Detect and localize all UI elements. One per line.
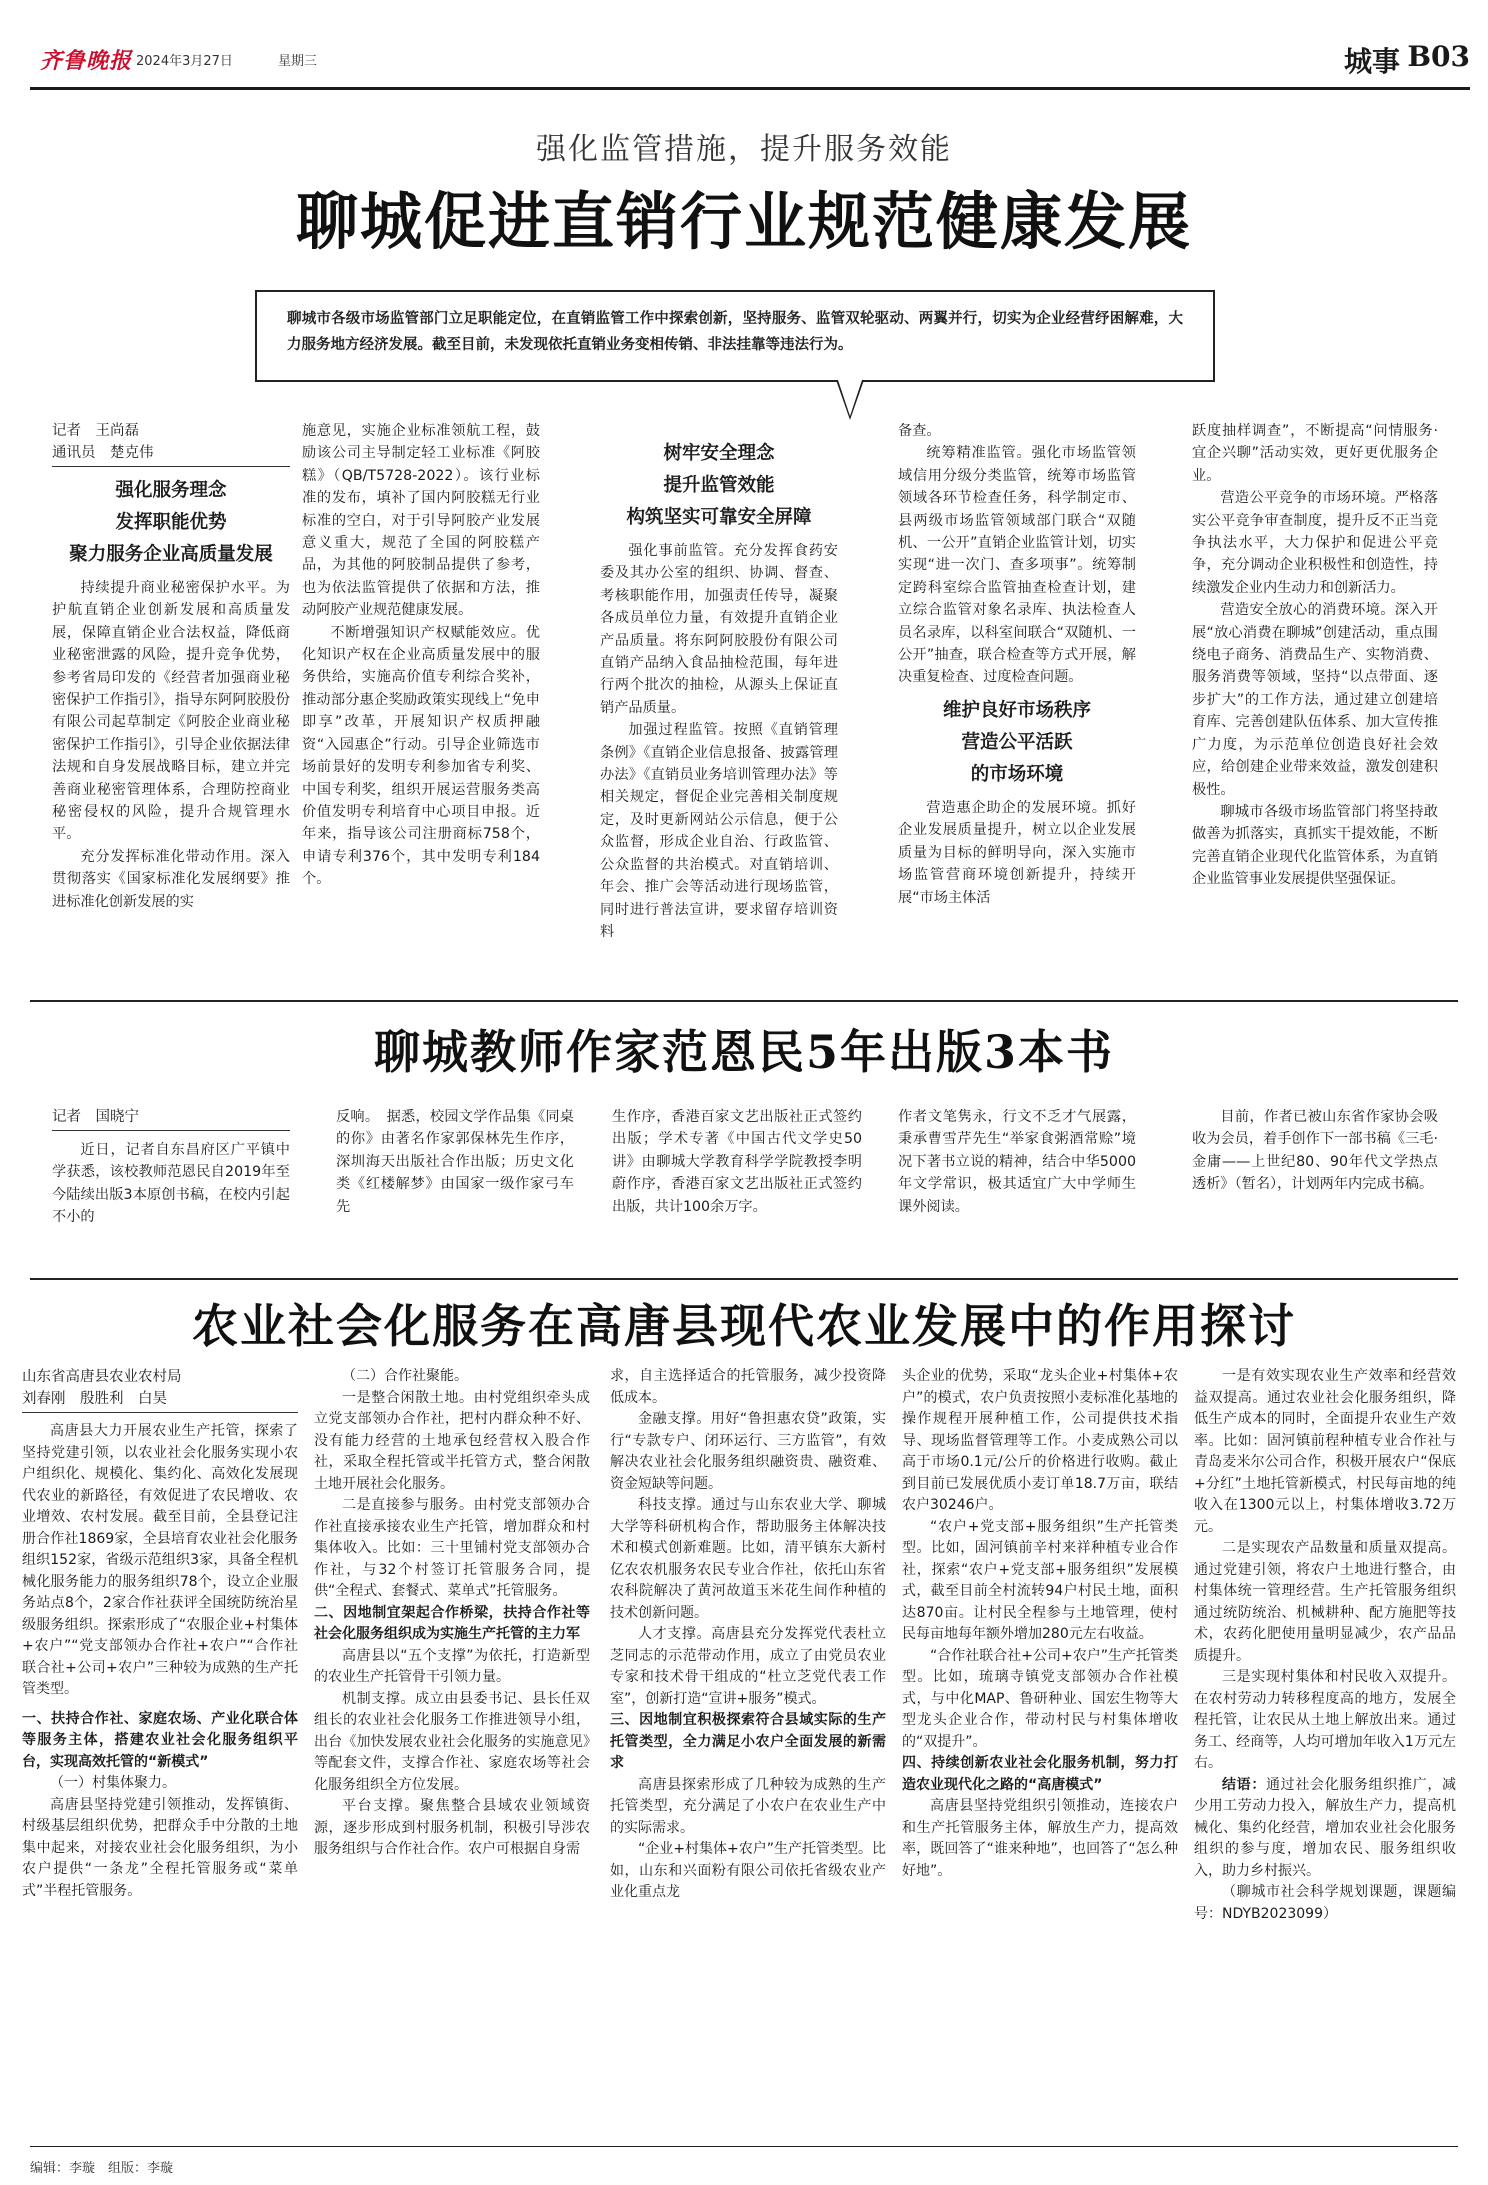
article1-byline xyxy=(52,420,290,467)
project-note: （聊城市社会科学规划课题，课题编号：NDYB2023099） xyxy=(1194,1884,1456,1922)
paragraph: 金融支撑。用好“鲁担惠农贷”政策，实行“专款专户、闭环运行、三方监管”，有效解决农业社会化服务组织融资贵、融资难、资金短缺等问题。 xyxy=(610,1411,886,1492)
article2-column-1 xyxy=(52,1106,290,1229)
paragraph: 机制支撑。成立由县委书记、县长任双组长的农业社会化服务工作推进领导小组，出台《加快发展农业社会化服务的实施意见》等配套文件，支撑合作社、家庭农场等社会化服务组织全方位发展。 xyxy=(314,1690,590,1793)
article1-column-3 xyxy=(600,432,838,943)
article1-column-2 xyxy=(302,420,540,891)
newspaper-logo: 齐鲁晚报 xyxy=(40,48,133,74)
paragraph: 高唐县大力开展农业生产托管，探索了坚持党建引领，以农业社会化服务实现小农户组织化、规模化、集约化、高效化发展现代农业的新路径，有效促进了农民增收、农业增效、农村发展。截至目前，全县登记注册合作社1869家，全县培育农业社会化服务组织152家，省级示范组织3家，具备全程机械化服务能力的服务组织78个，设立企业服务站点8个，2家合作社获评全国统防统治星级服务组织。探索形成了“农服企业+村集体+农户”“党支部领办合作社+农户”“合作社联合社+公司+农户”三种较为成熟的生产托管类型。 xyxy=(22,1423,298,1697)
issue-date: 2024年3月27日 xyxy=(136,54,233,69)
paragraph: “合作社联合社+公司+农户”生产托管类型。比如，琉璃寺镇党支部领办合作社模式，与中化MAP、鲁研种业、国宏生物等大型龙头企业合作，带动村民与村集体增收的“双提升”。 xyxy=(902,1647,1178,1750)
page-number: B03 xyxy=(1407,40,1470,73)
paragraph: 跃度抽样调查”，不断提高“问情服务·宜企兴聊”活动实效，更好更优服务企业。 xyxy=(1192,423,1438,484)
paragraph: 高唐县探索形成了几种较为成熟的生产托管类型，充分满足了小农户在农业生产中的实际需求。 xyxy=(610,1776,886,1836)
article1-lead: 聊城市各级市场监管部门立足职能定位，在直销监管工作中探索创新，坚持服务、监管双轮驱动、两翼并行，切实为企业经营纾困解难，大力服务地方经济发展。截至目前，未发现依托直销业务变相传销、非法挂靠等违法行为。 xyxy=(255,290,1215,382)
article3-column-3 xyxy=(610,1366,886,1904)
article1-subhead-1: 强化服务理念 发挥职能优势 聚力服务企业高质量发展 xyxy=(69,480,273,565)
article1-kicker: 强化监管措施，提升服务效能 xyxy=(536,132,952,167)
article1-subhead-3: 维护良好市场秩序 营造公平活跃 的市场环境 xyxy=(942,699,1091,785)
paragraph: 人才支撑。高唐县充分发挥党代表杜立芝同志的示范带动作用，成立了由党员农业专家和技术骨干组成的“杜立芝党代表工作室”，创新打造“宣讲+服务”模式。 xyxy=(610,1626,886,1707)
paragraph: 加强过程监管。按照《直销管理条例》《直销企业信息报备、披露管理办法》《直销员业务培训管理办法》等相关规定，督促企业完善相关制度规定，及时更新网站公示信息，便于公众监督，形成企业自治、行政监管、公众监督的共治模式。对直销培训、年会、推广会等活动进行现场监管，同时进行普法宣讲，要求留存培训资料 xyxy=(600,722,838,940)
article3-section-heading-3: 三、因地制宜积极探索符合县域实际的生产托管类型，全力满足小农户全面发展的新需求 xyxy=(610,1712,886,1771)
paragraph: （二）合作社聚能。 xyxy=(342,1368,468,1384)
paragraph: 高唐县坚持党建引领推动，发挥镇街、村级基层组织优势，把群众手中分散的土地集中起来，对接农业社会化服务组织，为小农户提供“一条龙”全程托管服务或“菜单式”半程托管服务。 xyxy=(22,1796,298,1899)
paragraph: 二是直接参与服务。由村党支部领办合作社直接承接农业生产托管，增加群众和村集体收入。比如：三十里铺村党支部领办合作社，与32个村签订托管服务合同，提供“全程式、套餐式、菜单式”托管服务。 xyxy=(314,1497,590,1599)
paragraph: 目前，作者已被山东省作家协会吸收为会员，着手创作下一部书稿《三毛·金庸——上世纪80、90年代文学热点透析》（暂名），计划两年内完成书稿。 xyxy=(1192,1109,1438,1193)
issue-weekday: 星期三 xyxy=(278,54,318,69)
paragraph: 一是整合闲散土地。由村党组织牵头成立党支部领办合作社，把村内群众种不好、没有能力经营的土地承包经营权入股合作社，采取全程托管或半托管方式，整合闲散土地开展社会化服务。 xyxy=(314,1389,590,1492)
article3-section-heading-1: 一、扶持合作社、家庭农场、产业化联合体等服务主体，搭建农业社会化服务组织平台，实现高效托管的“新模式” xyxy=(22,1710,298,1770)
paragraph: “企业+村集体+农户”生产托管类型。比如，山东和兴面粉有限公司依托省级农业产业化重点龙 xyxy=(610,1841,886,1900)
masthead-rule xyxy=(30,87,1470,90)
article3-column-5 xyxy=(1194,1366,1456,1925)
paragraph: 求，自主选择适合的托管服务，减少投资降低成本。 xyxy=(610,1368,886,1406)
paragraph: （一）村集体聚力。 xyxy=(50,1775,176,1791)
paragraph: 强化事前监管。充分发挥食药安委及其办公室的组织、协调、督查、考核职能作用，加强责任传导，凝聚各成员单位力量，有效提升直销企业产品质量。将东阿阿胶股份有限公司直销产品纳入食品抽检范围，每年进行两个批次的抽检，从源头上保证直销产品质量。 xyxy=(600,543,838,716)
article3-section-heading-2: 二、因地制宜架起合作桥梁，扶持合作社等社会化服务组织成为实施生产托管的主力军 xyxy=(314,1604,590,1642)
article2-column-5 xyxy=(1192,1106,1438,1196)
paragraph: 科技支撑。通过与山东农业大学、聊城大学等科研机构合作，帮助服务主体解决技术和模式创新难题。比如，清平镇东大新村亿农农机服务农民专业合作社，依托山东省农科院解决了黄河故道玉米花生间作种植的技术创新问题。 xyxy=(610,1497,886,1621)
paragraph: 备查。 xyxy=(898,423,941,439)
paragraph: 头企业的优势，采取“龙头企业+村集体+农户”的模式，农户负责按照小麦标准化基地的操作规程开展种植工作，公司提供技术指导、现场监督管理等工作。小麦成熟公司以高于市场0.1元/公斤的价格进行收购。截止到目前已发展优质小麦订单18.7万亩，联结农户30246户。 xyxy=(902,1368,1178,1513)
article3-section-heading-4: 四、持续创新农业社会化服务机制，努力打造农业现代化之路的“高唐模式” xyxy=(902,1755,1178,1793)
article3-byline-authors: 刘春刚 殷胜利 白昊 xyxy=(22,1388,298,1413)
section-name: 城事 xyxy=(1343,45,1400,78)
article2-byline: 记者 国晓宁 xyxy=(52,1106,290,1131)
article3-column-4 xyxy=(902,1366,1178,1882)
paragraph: 营造安全放心的消费环境。深入开展“放心消费在聊城”创建活动，重点围绕电子商务、消费品生产、实物消费、服务消费等领域，坚持“以点带面、逐步扩大”的工作方法，通过建立创建培育库、完善创建队伍体系、加大宣传推广力度，为示范单位创造良好社会效应，给创建企业带来效益，激发创建积极性。 xyxy=(1192,602,1438,798)
paragraph: 作者文笔隽永，行文不乏才气展露，秉承曹雪芹先生“举家食粥酒常赊”境况下著书立说的精神，结合中华5000年文学常识，极其适宜广大中学师生课外阅读。 xyxy=(898,1109,1136,1215)
paragraph: 聊城市各级市场监管部门将坚持敢做善为抓落实，真抓实干提效能，不断完善直销企业现代化监管体系，为直销企业监管事业发展提供坚强保证。 xyxy=(1192,803,1438,888)
section-divider xyxy=(30,1278,1458,1280)
article2-column-2 xyxy=(336,1106,574,1218)
paragraph: 反响。 据悉，校园文学作品集《同桌的你》由著名作家郭保林先生作序，深圳海天出版社合作出版；历史文化类《红楼解梦》由国家一级作家弓车先 xyxy=(336,1109,574,1215)
paragraph: 三是实现村集体和村民收入双提升。在农村劳动力转移程度高的地方，发展全程托管，让农民从土地上解放出来。通过务工、经商等，人均可增加年收入1万元左右。 xyxy=(1194,1669,1456,1771)
paragraph: 持续提升商业秘密保护水平。为护航直销企业创新发展和高质量发展，保障直销企业合法权益，降低商业秘密泄露的风险，提升竞争优势，参考省局印发的《经营者加强商业秘密保护工作指引》，指导东阿阿胶股份有限公司起草制定《阿胶企业商业秘密保护工作指引》，引导企业依据法律法规和自身发展战略目标，建立并完善商业秘密管理体系，合理防控商业秘密侵权的风险，提升合规管理水平。 xyxy=(52,580,290,843)
article2-column-4 xyxy=(898,1106,1136,1218)
article1-headline: 聊城促进直销行业规范健康发展 xyxy=(295,185,1192,258)
paragraph: 高唐县以“五个支撑”为依托，打造新型的农业生产托管骨干引领力量。 xyxy=(314,1647,590,1685)
article2-headline: 聊城教师作家范恩民5年出版3本书 xyxy=(373,1025,1114,1079)
byline-reporter: 记者 王尚磊 xyxy=(52,423,139,439)
section-divider xyxy=(30,1000,1458,1002)
paragraph: 平台支撑。聚焦整合县域农业领域资源，逐步形成到村服务机制，积极引导涉农服务组织与合作社合作。农户可根据自身需 xyxy=(314,1798,590,1857)
editor-credit: 编辑：李璇 组版：李璇 xyxy=(30,2161,174,2176)
conclusion-paragraph: 结语：通过社会化服务组织推广，减少用工劳动力投入，解放生产力，提高机械化、集约化经营，增加农业社会化服务组织的参与度，增加农民、服务组织收入，助力乡村振兴。 xyxy=(1194,1776,1456,1879)
article1-column-1 xyxy=(52,420,290,913)
article2-column-3 xyxy=(612,1106,862,1218)
article3-column-1 xyxy=(22,1366,298,1902)
paragraph: 二是实现农产品数量和质量双提高。通过党建引领，将农户土地进行整合，由村集体统一管理经营。生产托管服务组织通过统防统治、机械耕种、配方施肥等技术，农药化肥使用量明显减少，农产品品质提升。 xyxy=(1194,1540,1456,1664)
article1-column-4 xyxy=(898,420,1136,909)
paragraph: 高唐县坚持党组织引领推动，连接农户和生产托管服务主体，解放生产力，提高效率，既回答了“谁来种地”，也回答了“怎么种好地”。 xyxy=(902,1798,1178,1879)
paragraph: 不断增强知识产权赋能效应。优化知识产权在企业高质量发展中的服务供给，实施高价值专利综合奖补，推动部分惠企奖励政策实现线上“免申即享”改革，开展知识产权质押融资“入园惠企”行动。引导企业筛选市场前景好的发明专利参加省专利奖、中国专利奖，组织开展运营服务类高价值发明专利培育中心项目申报。近年来，指导该公司注册商标758个，申请专利376个，其中发明专利184个。 xyxy=(302,624,540,888)
paragraph: 一是有效实现农业生产效率和经营效益双提高。通过农业社会化服务组织，降低生产成本的同时，全面提升农业生产效率。比如：固河镇前程种植专业合作社与青岛麦米尔公司合作，积极开展农户“保底+分红”土地托管新模式，村民每亩地的纯收入在1300元以上，村集体增收3.72万元。 xyxy=(1194,1368,1456,1535)
paragraph: 施意见，实施企业标准领航工程，鼓励该公司主导制定轻工业标准《阿胶糕》（QB/T5728-2022）。该行业标准的发布，填补了国内阿胶糕无行业标准的空白，对于引导阿胶产业发展意义重大，规范了全国的阿胶糕产品，为其他的阿胶制品提供了参考，也为依法监管提供了依据和方法，推动阿胶产业规范健康发展。 xyxy=(302,423,540,619)
paragraph: “农户+党支部+服务组织”生产托管类型。比如，固河镇前辛村来祥种植专业合作社，探索“农户+党支部+服务组织”发展模式，截至目前全村流转94户村民土地，面积达870亩。让村民全程参与土地管理，使村民每亩地每年额外增加280元左右收益。 xyxy=(902,1518,1178,1642)
article3-headline: 农业社会化服务在高唐县现代农业发展中的作用探讨 xyxy=(192,1299,1296,1353)
article3-byline-org: 山东省高唐县农业农村局 xyxy=(22,1369,182,1385)
paragraph: 生作序，香港百家文艺出版社正式签约出版；学术专著《中国古代文学史50讲》由聊城大学教育科学学院教授李明蔚作序，香港百家文艺出版社正式签约出版，共计100余万字。 xyxy=(612,1109,862,1215)
byline-correspondent: 通讯员 楚克伟 xyxy=(52,442,290,467)
article3-column-2 xyxy=(314,1366,590,1861)
paragraph: 充分发挥标准化带动作用。深入贯彻落实《国家标准化发展纲要》推进标准化创新发展的实 xyxy=(52,848,290,910)
paragraph: 统筹精准监管。强化市场监管领域信用分级分类监管，统筹市场监管领域各环节检查任务，科学制定市、县两级市场监管领域部门联合“双随机、一公开”直销企业监管计划，切实实现“进一次门、查多项事”。统筹制定跨科室综合监管抽查检查计划，建立综合监管对象名录库、执法检查人员名录库，以科室间联合“双随机、一公开”抽查，联合检查等方式开展，解决重复检查、过度检查问题。 xyxy=(898,445,1136,686)
article1-subhead-2: 树牢安全理念 提升监管效能 构筑坚实可靠安全屏障 xyxy=(626,443,812,528)
masthead xyxy=(30,34,1470,90)
article1-column-5 xyxy=(1192,420,1438,891)
paragraph: 营造惠企助企的发展环境。抓好企业发展质量提升，树立以企业发展质量为目标的鲜明导向，深入实施市场监管营商环境创新提升，持续开展“市场主体活 xyxy=(898,799,1136,906)
footer-rule xyxy=(30,2146,1458,2147)
paragraph: 近日，记者自东昌府区广平镇中学获悉，该校教师范恩民自2019年至今陆续出版3本原创书稿，在校内引起不小的 xyxy=(52,1142,290,1226)
paragraph: 营造公平竞争的市场环境。严格落实公平竞争审查制度，提升反不正当竞争执法水平，大力保护和促进公平竞争，充分调动企业积极性和创造性，持续激发企业内生动力和创新活力。 xyxy=(1192,490,1438,596)
